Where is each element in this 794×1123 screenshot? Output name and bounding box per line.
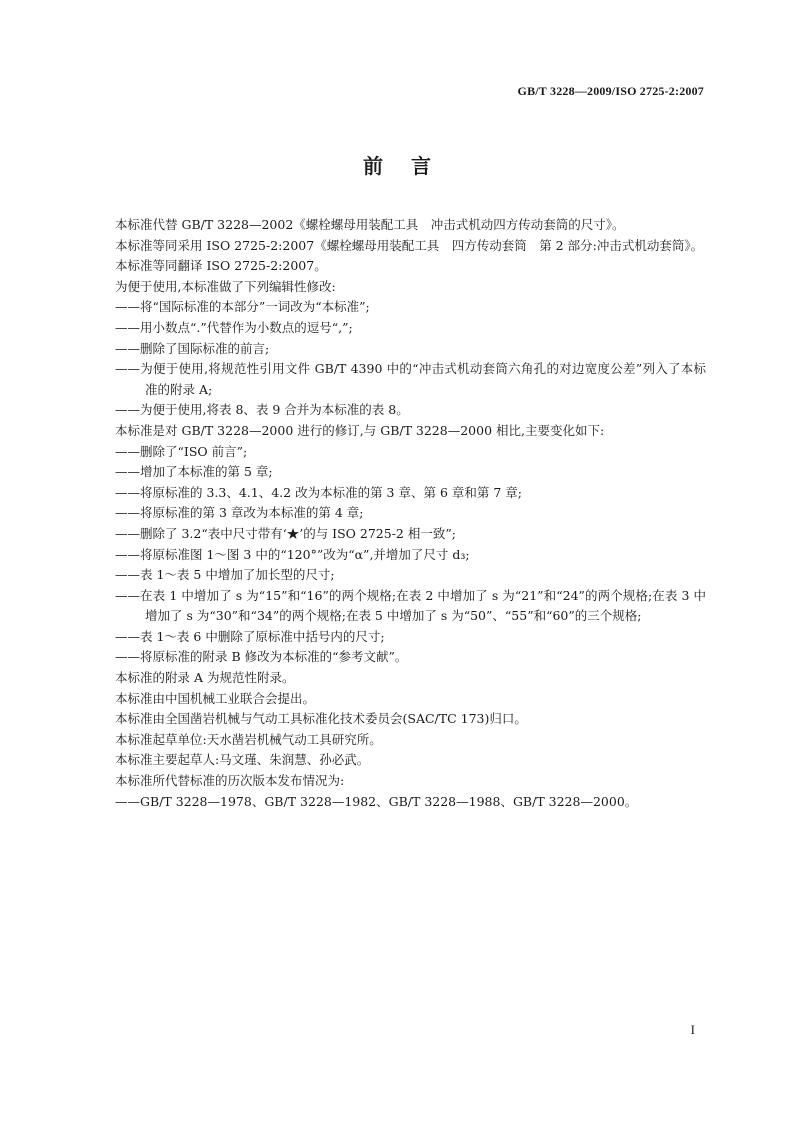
- list-item: ——删除了国际标准的前言;: [115, 340, 270, 356]
- paragraph: 本标准的附录 A 为规范性附录。: [115, 670, 295, 686]
- list-item: ——表 1～表 6 中删除了原标准中括号内的尺寸;: [115, 628, 385, 644]
- paragraph: 本标准起草单位:天水凿岩机械气动工具研究所。: [115, 731, 382, 747]
- list-item: ——将原标准的第 3 章改为本标准的第 4 章;: [115, 505, 364, 521]
- paragraph: 本标准等同翻译 ISO 2725-2:2007。: [115, 258, 327, 274]
- list-item: ——删除了 3.2“表中尺寸带有‘★’的与 ISO 2725-2 相一致”;: [115, 525, 456, 541]
- paragraph: 本标准由中国机械工业联合会提出。: [115, 690, 316, 706]
- document-body: [90, 215, 706, 812]
- list-item: ——GB/T 3228—1978、GB/T 3228—1982、GB/T 3228—1988、GB/T 3228—2000。: [115, 793, 638, 809]
- list-item: ——将原标准的 3.3、4.1、4.2 改为本标准的第 3 章、第 6 章和第 7 章;: [115, 484, 522, 500]
- paragraph: 本标准等同采用 ISO 2725-2:2007《螺栓螺母用装配工具 四方传动套筒 第 2 部分:冲击式机动套筒》。: [115, 237, 704, 253]
- paragraph: 本标准主要起草人:马文瑾、朱润慧、孙必武。: [115, 752, 370, 768]
- list-item: ——为便于使用,将规范性引用文件 GB/T 4390 中的“冲击式机动套筒六角孔的对边宽度公差”列入了本标准的附录 A;: [115, 361, 706, 397]
- paragraph: 本标准所代替标准的历次版本发布情况为:: [115, 773, 345, 789]
- list-item: ——将“国际标准的本部分”一词改为“本标准”;: [115, 299, 370, 315]
- list-item: ——为便于使用,将表 8、表 9 合并为本标准的表 8。: [115, 402, 409, 418]
- paragraph: 本标准代替 GB/T 3228—2002《螺栓螺母用装配工具 冲击式机动四方传动套筒的尺寸》。: [115, 217, 625, 232]
- list-item: ——删除了“ISO 前言”;: [115, 443, 248, 459]
- list-item: ——表 1～表 5 中增加了加长型的尺寸;: [115, 567, 335, 583]
- paragraph: 本标准是对 GB/T 3228—2000 进行的修订,与 GB/T 3228—2000 相比,主要变化如下:: [115, 422, 605, 438]
- list-item: ——用小数点“.”代替作为小数点的逗号“,”;: [115, 319, 353, 335]
- list-item: ——将原标准图 1～图 3 中的“120°”改为“α”,并增加了尺寸 d₃;: [115, 546, 470, 562]
- page-number: I: [690, 1022, 695, 1037]
- list-item: ——将原标准的附录 B 修改为本标准的“参考文献”。: [115, 649, 408, 665]
- standard-code: GB/T 3228—2009/ISO 2725-2:2007: [517, 84, 704, 98]
- page-title: 前言: [363, 154, 459, 178]
- paragraph: 为便于使用,本标准做了下列编辑性修改:: [115, 278, 336, 294]
- paragraph: 本标准由全国凿岩机械与气动工具标准化技术委员会(SAC/TC 173)归口。: [115, 711, 527, 727]
- list-item: ——在表 1 中增加了 s 为“15”和“16”的两个规格;在表 2 中增加了 s 为“21”和“24”的两个规格;在表 3 中增加了 s 为“30”和“34”的两个规格;在表 5 中增加了 s 为“50”、“55”和“60”的三个规格;: [115, 587, 706, 624]
- list-item: ——增加了本标准的第 5 章;: [115, 464, 273, 480]
